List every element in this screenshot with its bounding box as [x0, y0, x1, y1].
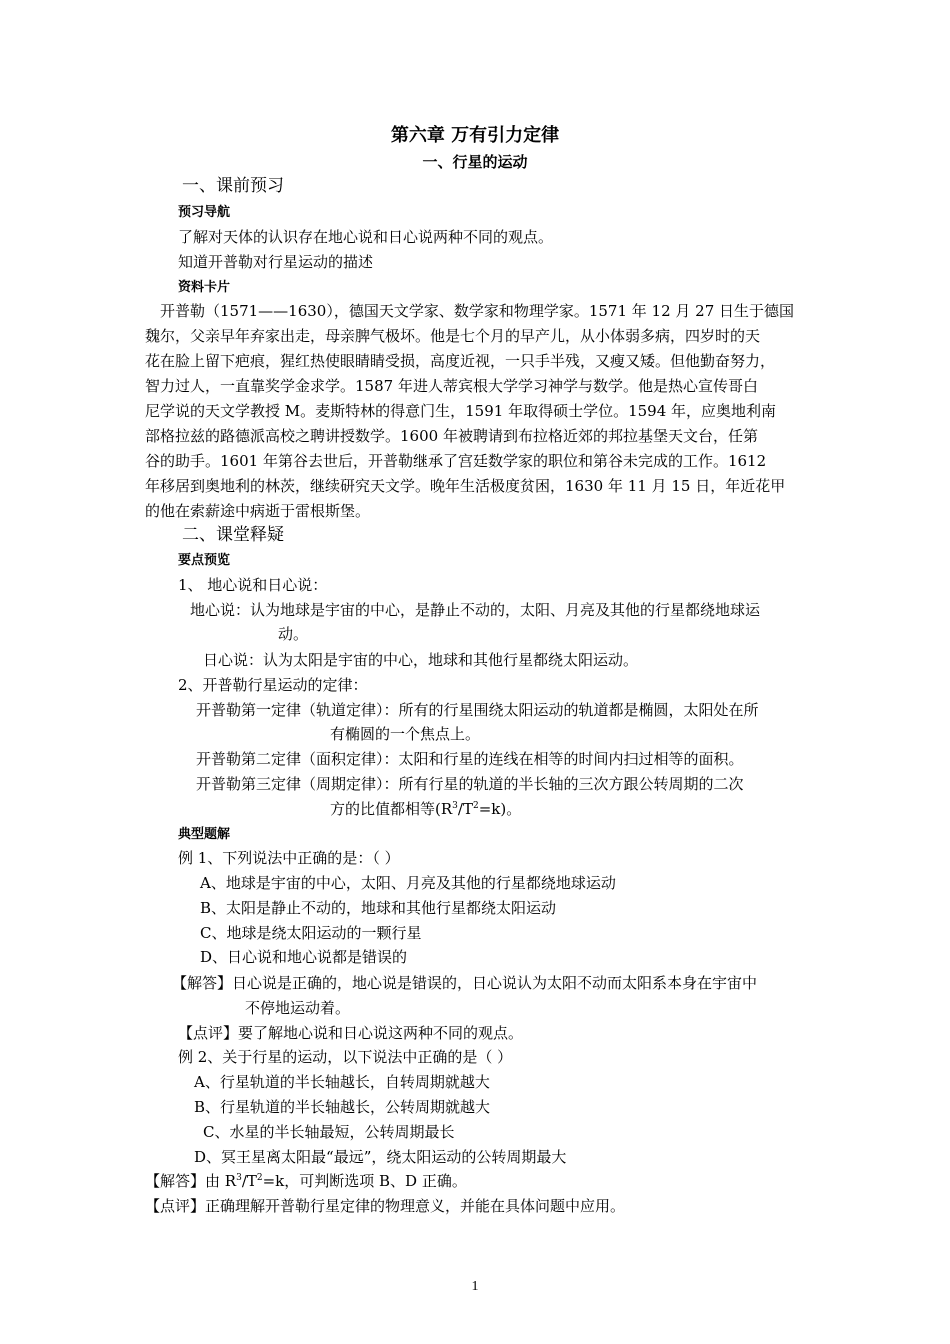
point1-title: 1、 地心说和日心说： [178, 576, 328, 594]
example1-option: C、地球是绕太阳运动的一颗行星 [200, 924, 422, 942]
card-line: 的他在索薪途中病逝于雷根斯堡。 [145, 502, 371, 520]
card-line: 部格拉兹的路德派高校之聘讲授数学。1600 年被聘请到布拉格近郊的邦拉基堡天文台，任第 [145, 427, 758, 445]
example1-question: 例 1、下列说法中正确的是：（ ） [178, 849, 400, 867]
example2-comment: 【点评】正确理解开普勒行星定律的物理意义，并能在具体问题中应用。 [145, 1197, 626, 1215]
points-label: 要点预览 [178, 553, 231, 568]
kepler-law3: 方的比值都相等$(R^3/T^2=k)$。 [330, 800, 522, 818]
example2-question: 例 2、关于行星的运动，以下说法中正确的是（ ） [178, 1048, 513, 1066]
example2-answer: 【解答】由 $R^3/T^2=k$，可判断选项 B、D 正确。 [145, 1172, 467, 1190]
heliocentric-line: 日心说：认为太阳是宇宙的中心，地球和其他行星都绕太阳运动。 [203, 651, 639, 669]
chapter-title: 第六章 万有引力定律 [390, 125, 560, 146]
example1-option: D、日心说和地心说都是错误的 [200, 948, 408, 966]
example2-option: C、水星的半长轴最短，公转周期最长 [203, 1123, 455, 1141]
nav-item: 知道开普勒对行星运动的描述 [178, 253, 374, 271]
preview-heading: 一、课前预习 [182, 176, 284, 196]
card-line: 智力过人，一直靠奖学金求学。1587 年进人蒂宾根大学学习神学与数学。他是热心宣传哥白 [145, 377, 758, 395]
example2-option: D、冥王星离太阳最“最远”，绕太阳运动的公转周期最大 [194, 1148, 567, 1166]
geocentric-line: 地心说：认为地球是宇宙的中心，是静止不动的，太阳、月亮及其他的行星都绕地球运 [190, 601, 761, 619]
nav-item: 了解对天体的认识存在地心说和日心说两种不同的观点。 [178, 228, 554, 246]
example1-option: B、太阳是静止不动的，地球和其他行星都绕太阳运动 [200, 899, 557, 917]
card-line: 尼学说的天文学教授 M。麦斯特林的得意门生，1591 年取得硕士学位。1594 年，应奥地利南 [145, 402, 777, 420]
example2-option: B、行星轨道的半长轴越长，公转周期就越大 [194, 1098, 491, 1116]
classroom-heading: 二、课堂释疑 [182, 525, 284, 545]
point2-title: 2、开普勒行星运动的定律： [178, 676, 368, 694]
example2-option: A、行星轨道的半长轴越长，自转周期就越大 [194, 1073, 490, 1091]
geocentric-line: 动。 [278, 625, 309, 643]
example1-comment: 【点评】要了解地心说和日心说这两种不同的观点。 [178, 1024, 524, 1042]
examples-label: 典型题解 [178, 827, 231, 842]
kepler-law1: 开普勒第一定律（轨道定律）：所有的行星围绕太阳运动的轨道都是椭圆，太阳处在所 [196, 701, 759, 719]
card-line: 花在脸上留下疤痕，猩红热使眼睛睛受损，高度近视，一只手半残，又瘦又矮。但他勤奋努力， [145, 352, 776, 370]
section-title: 一、行星的运动 [422, 153, 528, 171]
card-label: 资料卡片 [178, 280, 231, 295]
preview-nav-label: 预习导航 [178, 205, 231, 220]
card-line: 年移居到奥地利的林茨，继续研究天文学。晚年生活极度贫困，1630 年 11 月 15 日，年近花甲 [145, 477, 786, 495]
card-line: 开普勒（1571——1630），德国天文学家、数学家和物理学家。1571 年 12 月 27 日生于德国 [160, 302, 795, 320]
kepler-law3: 开普勒第三定律（周期定律）：所有行星的轨道的半长轴的三次方跟公转周期的二次 [196, 775, 744, 793]
example1-answer: 【解答】日心说是正确的，地心说是错误的，日心说认为太阳不动而太阳系本身在宇宙中 [172, 974, 758, 992]
card-line: 谷的助手。1601 年第谷去世后，开普勒继承了宫廷数学家的职位和第谷未完成的工作。1612 [145, 452, 767, 470]
example1-answer: 不停地运动着。 [245, 999, 351, 1017]
card-line: 魏尔，父亲早年弃家出走，母亲脾气极坏。他是七个月的早产儿，从小体弱多病，四岁时的天 [145, 327, 761, 345]
example1-option: A、地球是宇宙的中心，太阳、月亮及其他的行星都绕地球运动 [200, 874, 616, 892]
kepler-law2: 开普勒第二定律（面积定律）：太阳和行星的连线在相等的时间内扫过相等的面积。 [196, 750, 744, 768]
kepler-law1: 有椭圆的一个焦点上。 [330, 725, 481, 743]
page-number: 1 [471, 1279, 479, 1294]
